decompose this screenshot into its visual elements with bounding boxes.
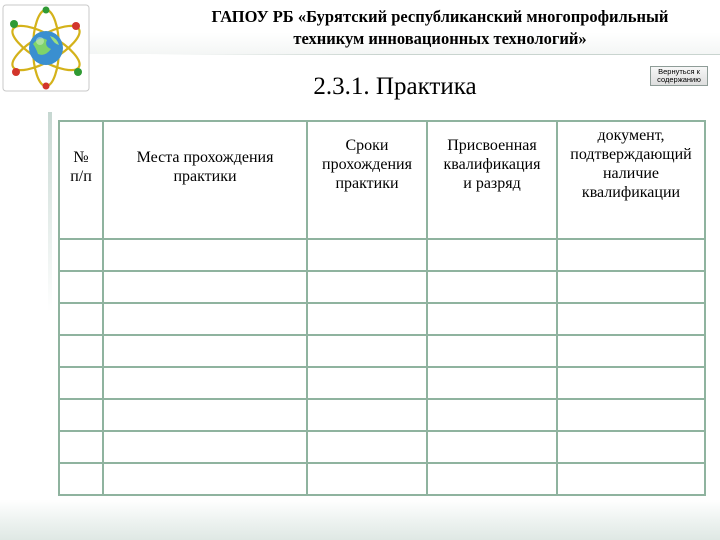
back-to-contents-button[interactable]: [650, 66, 708, 86]
column-header-line: №: [73, 149, 89, 166]
column-header-line: и разряд: [463, 175, 521, 192]
column-header-line: подтверждающий: [570, 146, 692, 163]
column-header-qualification: [427, 121, 557, 239]
table-cell: [307, 239, 427, 271]
table-cell: [557, 335, 705, 367]
organization-title: [120, 6, 720, 50]
table-cell: [103, 303, 307, 335]
table-cell: [59, 303, 103, 335]
table-cell: [307, 431, 427, 463]
table-cell: [59, 463, 103, 495]
practice-table: [58, 120, 706, 496]
back-button-label-line-1: Вернуться к: [658, 67, 700, 76]
column-header-line: квалификации: [581, 184, 681, 201]
table-cell: [307, 367, 427, 399]
table-cell: [557, 239, 705, 271]
column-header-line: квалификация: [443, 156, 541, 173]
table-cell: [557, 271, 705, 303]
column-header-line: Места прохождения: [136, 149, 274, 166]
table-cell: [103, 367, 307, 399]
table-cell: [103, 335, 307, 367]
table-body: [59, 239, 705, 495]
column-header-line: Сроки: [345, 137, 389, 154]
table-cell: [427, 303, 557, 335]
table-row: [59, 303, 705, 335]
table-row: [59, 431, 705, 463]
table-cell: [427, 431, 557, 463]
table-cell: [103, 399, 307, 431]
organization-title-line-2: техникум инновационных технологий»: [293, 29, 587, 48]
table-row: [59, 367, 705, 399]
column-header-line: наличие: [602, 165, 660, 182]
table-cell: [307, 303, 427, 335]
column-header-line: практики: [335, 175, 399, 192]
header-divider: [150, 54, 720, 55]
column-header-number: [59, 121, 103, 239]
table-cell: [59, 335, 103, 367]
table-cell: [59, 399, 103, 431]
slide-title: 2.3.1. Практика: [313, 73, 477, 100]
column-header-line: Присвоенная: [447, 137, 537, 154]
table-cell: [557, 431, 705, 463]
table-row: [59, 335, 705, 367]
table-cell: [557, 399, 705, 431]
table-row: [59, 463, 705, 495]
column-header-practice-terms: [307, 121, 427, 239]
table-cell: [307, 463, 427, 495]
table-cell: [307, 271, 427, 303]
column-header-line: документ,: [597, 127, 665, 144]
table-row: [59, 399, 705, 431]
table-cell: [103, 463, 307, 495]
table-cell: [557, 463, 705, 495]
table-cell: [427, 335, 557, 367]
table-cell: [307, 399, 427, 431]
table-cell: [557, 367, 705, 399]
table-cell: [103, 431, 307, 463]
column-header-line: практики: [173, 168, 237, 185]
column-header-practice-place: [103, 121, 307, 239]
table-cell: [427, 239, 557, 271]
table-cell: [427, 271, 557, 303]
table-header-row: [59, 121, 705, 239]
table-cell: [103, 239, 307, 271]
table-cell: [427, 463, 557, 495]
left-accent-bar: [48, 112, 52, 312]
table-cell: [59, 271, 103, 303]
table-cell: [59, 239, 103, 271]
back-button-label-line-2: содержанию: [657, 75, 701, 84]
table-cell: [59, 431, 103, 463]
organization-title-line-1: ГАПОУ РБ «Бурятский республиканский многопрофильный: [211, 7, 669, 26]
table-cell: [557, 303, 705, 335]
table-cell: [427, 367, 557, 399]
table-cell: [307, 335, 427, 367]
table-row: [59, 271, 705, 303]
table-cell: [59, 367, 103, 399]
atom-globe-logo-icon: [2, 4, 90, 92]
column-header-qualification-document: [557, 121, 705, 239]
table-cell: [427, 399, 557, 431]
table-row: [59, 239, 705, 271]
column-header-line: п/п: [70, 168, 92, 185]
column-header-line: прохождения: [322, 156, 412, 173]
table-cell: [103, 271, 307, 303]
